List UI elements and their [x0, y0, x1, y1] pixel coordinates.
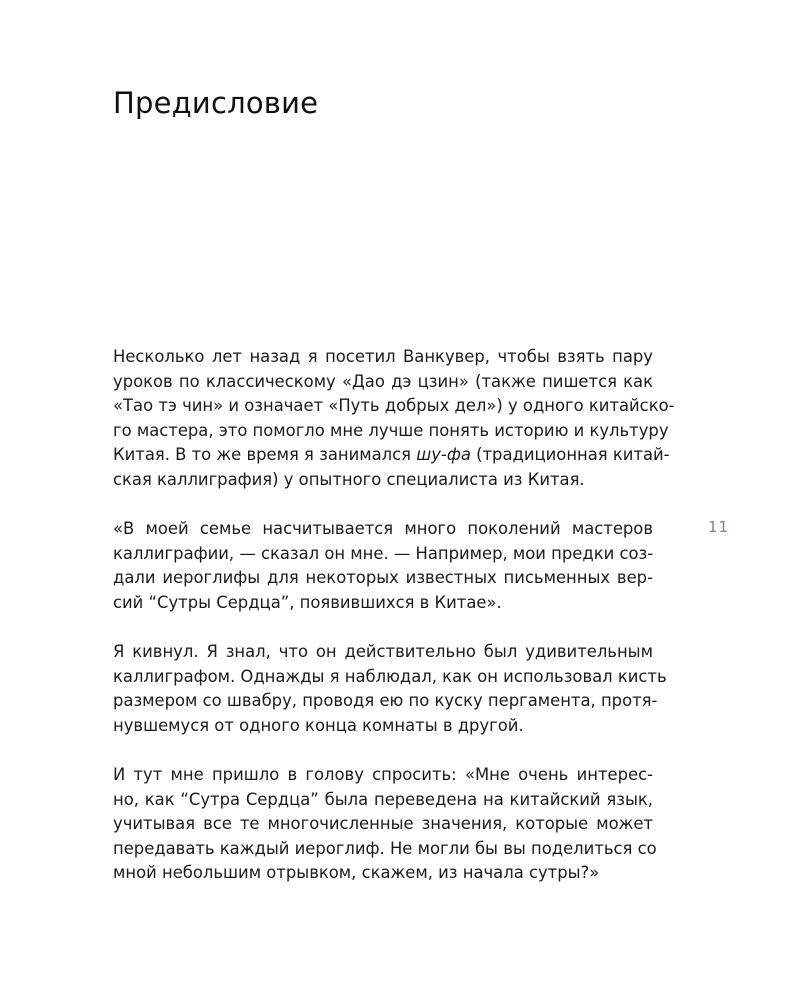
chapter-title: Предисловие — [113, 86, 319, 120]
page-number: 11 — [708, 518, 730, 536]
text-line: учитывая все те многочисленные значения, которые может — [113, 814, 653, 834]
text-line: каллиграфом. Однажды я наблюдал, как он использовал кисть — [113, 666, 667, 686]
paragraph-3 — [113, 640, 667, 738]
text-line: передавать каждый иероглиф. Не могли бы вы поделиться со — [113, 838, 657, 858]
text-line: сий “Сутры Сердца”, появившихся в Китае». — [113, 592, 502, 612]
text-line: Несколько лет назад я посетил Ванкувер, чтобы взять пару — [113, 347, 653, 366]
text-line: го мастера, это помогло мне лучше понять историю и культуру — [113, 420, 669, 440]
text-line: нувшемуся от одного конца комнаты в другой. — [113, 715, 524, 735]
text-line: но, как “Сутра Сердца” была переведена на китайский язык, — [113, 789, 653, 809]
text-line: И тут мне пришло в голову спросить: «Мне очень интерес- — [113, 765, 653, 785]
text-line: размером со швабру, проводя ею по куску пергамента, протя- — [113, 691, 658, 711]
text-line: ская каллиграфия) у опытного специалиста из Китая. — [113, 469, 585, 489]
text-line: Я кивнул. Я знал, что он действительно был удивительным — [113, 642, 653, 662]
paragraph-4 — [113, 763, 657, 886]
text-line: каллиграфии, — сказал он мне. — Например, мои предки соз- — [113, 543, 654, 563]
text-line: Китая. В то же время я занимался шу-фа (традиционная китай- — [113, 445, 670, 465]
text-line: «Тао тэ чин» и означает «Путь добрых дел») у одного китайско- — [113, 396, 675, 416]
paragraph-1 — [113, 345, 675, 493]
body-text — [113, 345, 675, 911]
italic-term: шу-фа — [416, 445, 471, 465]
paragraph-2 — [113, 517, 653, 615]
text-line: «В моей семье насчитывается много поколений мастеров — [113, 519, 653, 539]
text-line: мной небольшим отрывком, скажем, из начала сутры?» — [113, 863, 600, 883]
text-line: дали иероглифы для некоторых известных письменных вер- — [113, 568, 653, 588]
text-line: уроков по классическому «Дао дэ цзин» (также пишется как — [113, 371, 653, 391]
